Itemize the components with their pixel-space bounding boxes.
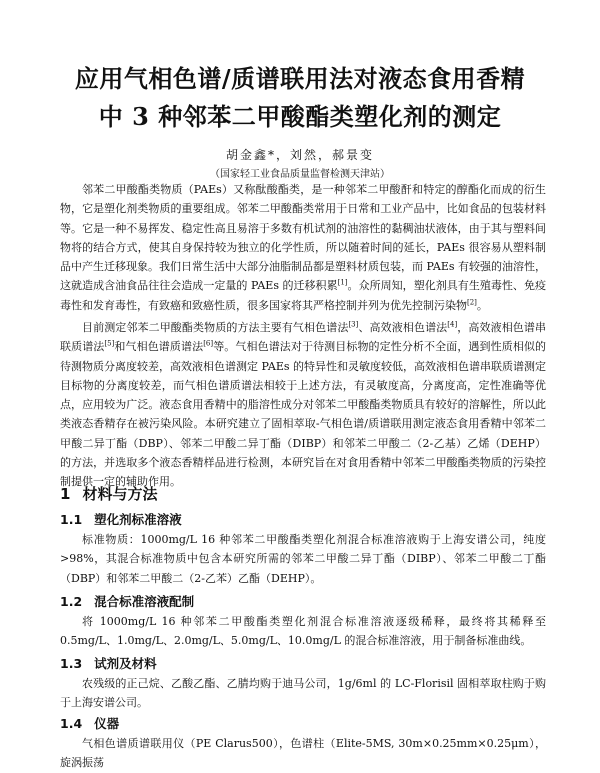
subsection-heading xyxy=(60,714,119,732)
citation-ref: [3] xyxy=(348,320,359,329)
intro-p2-d: 和气相色谱质谱法 xyxy=(114,340,204,354)
author-list: 胡金鑫*，刘然，郝景变 xyxy=(225,148,374,162)
citation-ref: [1] xyxy=(337,278,348,287)
paper-title-line2: 中 3 种邻苯二甲酸酯类塑化剂的测定 xyxy=(98,102,502,131)
intro-p2-e: 等。气相色谱法对于待测目标物的定性分析不全面，遇到性质相似的待测物质分离度较差，高效液相色谱测定 PAEs 的特异性和灵敏度较低，高效液相色谱串联质谱测定目标物的分离度较差，而气相色谱质谱法相较于上述方法，有灵敏度高，分离度高，定性准确等优点，应用较为广泛。液态食用香精中的脂溶性成分对邻苯二甲酸酯类物质具有较好的溶解性，所以此类液态香精存在被污染风险。本研究建立了固相萃取-气相色谱/质谱联用测定液态食用香精中邻苯二甲酸二异丁酯（DBP）、邻苯二甲酸二异丁酯（DIBP）和邻苯二甲酸二（2-乙基）乙烯（DEHP）的方法，并选取多个液态香精样品进行检测，本研究旨在对食用香精中邻苯二甲酸酯类物质的污染控制提供一定的辅助作用。 xyxy=(60,340,547,489)
section-number: 1 xyxy=(60,485,71,503)
intro-p2-a: 目前测定邻苯二甲酸酯类物质的方法主要有气相色谱法 xyxy=(82,321,349,334)
subsection-title: 试剂及材料 xyxy=(94,656,157,671)
subsection-heading xyxy=(60,510,182,528)
subsection-title: 仪器 xyxy=(94,716,120,731)
citation-ref: [6] xyxy=(203,339,214,348)
subsection-body: 气相色谱质谱联用仪（PE Clarus500），色谱柱（Elite-5MS, 30m×0.25mm×0.25μm），旋涡振荡 xyxy=(60,737,546,770)
subsection-title: 塑化剂标准溶液 xyxy=(94,512,182,527)
citation-ref: [5] xyxy=(104,339,115,348)
subsection-number: 1.3 xyxy=(60,656,83,671)
subsection-title: 混合标准溶液配制 xyxy=(94,594,195,609)
citation-ref: [4] xyxy=(447,320,458,329)
intro-p1-end: 。 xyxy=(476,298,488,312)
subsection-heading xyxy=(60,654,157,672)
intro-p2-b: 、高效液相色谱法 xyxy=(358,321,448,334)
intro-p1-text: 邻苯二甲酸酯类物质（PAEs）又称酞酸酯类，是一种邻苯二甲酸酐和特定的醇酯化而成的衍生物，它是塑化剂类物质的重要组成。邻苯二甲酸酯类常用于日常和工业产品中，比如食品的包装材料等。它是一种不易挥发、稳定性高且易溶于多数有机试剂的油溶性的黏稠油状液体，由于其与塑料间物将的结合方式，使其自身保持较为独立的化学性质，所以随着时间的延长，PAEs 很容易从塑料制品中产生迁移现象。我们日常生活中大部分油脂制品都是塑料材质包装，而 PAEs 有较强的油溶性，这就造成含油食品往往会造成一定量的 PAEs 的迁移积累 xyxy=(60,183,547,293)
intro-p2-c: ，高效液相色谱串联质谱法 xyxy=(60,321,547,354)
subsection-heading xyxy=(60,592,194,610)
section-heading xyxy=(60,483,157,504)
subsection-number: 1.4 xyxy=(60,716,83,731)
subsection-body: 将 1000mg/L 16 种邻苯二甲酸酯类塑化剂混合标准溶液逐级稀释，最终将其稀释至 0.5mg/L、1.0mg/L、2.0mg/L、5.0mg/L、10.0mg/L 的混合标准溶液，用于制备标准曲线。 xyxy=(60,615,546,648)
subsection-number: 1.1 xyxy=(60,512,83,527)
citation-ref: [2] xyxy=(467,298,477,307)
subsection-number: 1.2 xyxy=(60,594,83,609)
subsection-body: 标准物质：1000mg/L 16 种邻苯二甲酸酯类塑化剂混合标准溶液购于上海安谱公司，纯度>98%，其混合标准物质中包含本研究所需的邻苯二甲酸二异丁酯（DIBP）、邻苯二甲酸二丁酯（DBP）和邻苯二甲酸二（2-乙苯）乙酯（DEHP）。 xyxy=(60,533,546,585)
paper-title-line1: 应用气相色谱/质谱联用法对液态食用香精 xyxy=(74,64,526,93)
section-title: 材料与方法 xyxy=(82,485,158,503)
intro-paragraph-1 xyxy=(60,180,546,315)
intro-p1-tail: 。众所周知，塑化剂具有生殖毒性、免疫毒性和发育毒性，有致癌和致癌性质，很多国家将其严格控制并列为优先控制污染物 xyxy=(60,279,546,312)
author-affiliation: （国家轻工业食品质量监督检测天津站） xyxy=(210,169,390,180)
subsection-body: 农残级的正己烷、乙酸乙酯、乙腈均购于迪马公司，1g/6ml 的 LC-Florisil 固相萃取柱购于购于上海安谱公司。 xyxy=(60,677,546,710)
intro-paragraph-2 xyxy=(60,318,546,492)
